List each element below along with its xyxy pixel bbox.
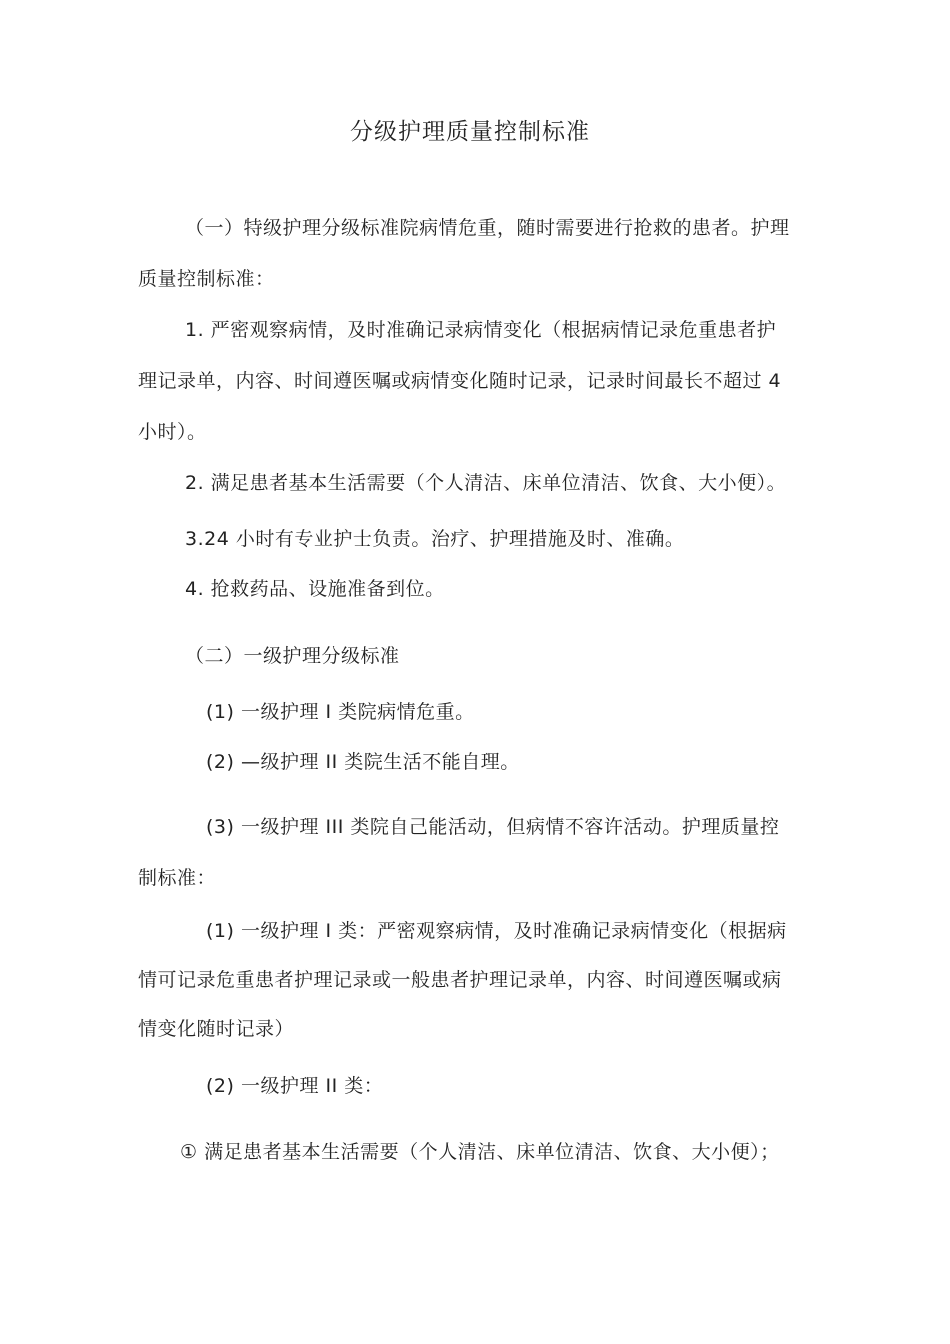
list-item-line: 情变化随时记录）: [138, 1018, 295, 1040]
paragraph-line: 质量控制标准：: [138, 268, 275, 290]
list-item-line: 1. 严密观察病情，及时准确记录病情变化（根据病情记录危重患者护: [185, 319, 777, 341]
document-title: 分级护理质量控制标准: [350, 119, 590, 145]
list-item-line: 2. 满足患者基本生活需要（个人清洁、床单位清洁、饮食、大小便）。: [185, 472, 787, 494]
list-item-line: 制标准：: [138, 867, 217, 889]
list-item-line: 理记录单，内容、时间遵医嘱或病情变化随时记录，记录时间最长不超过 4: [138, 370, 782, 392]
paragraph-line: （一）特级护理分级标准院病情危重，随时需要进行抢救的患者。护理: [185, 217, 790, 239]
list-item-line: (1) 一级护理 I 类：严密观察病情，及时准确记录病情变化（根据病: [206, 920, 787, 942]
list-item-line: 小时）。: [138, 421, 207, 443]
list-item-line: (3) 一级护理 III 类院自己能活动，但病情不容许活动。护理质量控: [206, 816, 780, 838]
list-item-line: 3.24 小时有专业护士负责。治疗、护理措施及时、准确。: [185, 528, 685, 550]
list-item-line: 4. 抢救药品、设施准备到位。: [185, 578, 445, 600]
list-item-line: (2) 一级护理 II 类：: [206, 1075, 384, 1097]
list-item-line: (2) —级护理 II 类院生活不能自理。: [206, 751, 520, 773]
section-heading: （二）一级护理分级标准: [185, 645, 400, 667]
list-item-line: (1) 一级护理 I 类院病情危重。: [206, 701, 475, 723]
list-item-line: 情可记录危重患者护理记录或一般患者护理记录单，内容、时间遵医嘱或病: [138, 969, 782, 991]
list-item-line: ① 满足患者基本生活需要（个人清洁、床单位清洁、饮食、大小便）；: [180, 1141, 780, 1163]
